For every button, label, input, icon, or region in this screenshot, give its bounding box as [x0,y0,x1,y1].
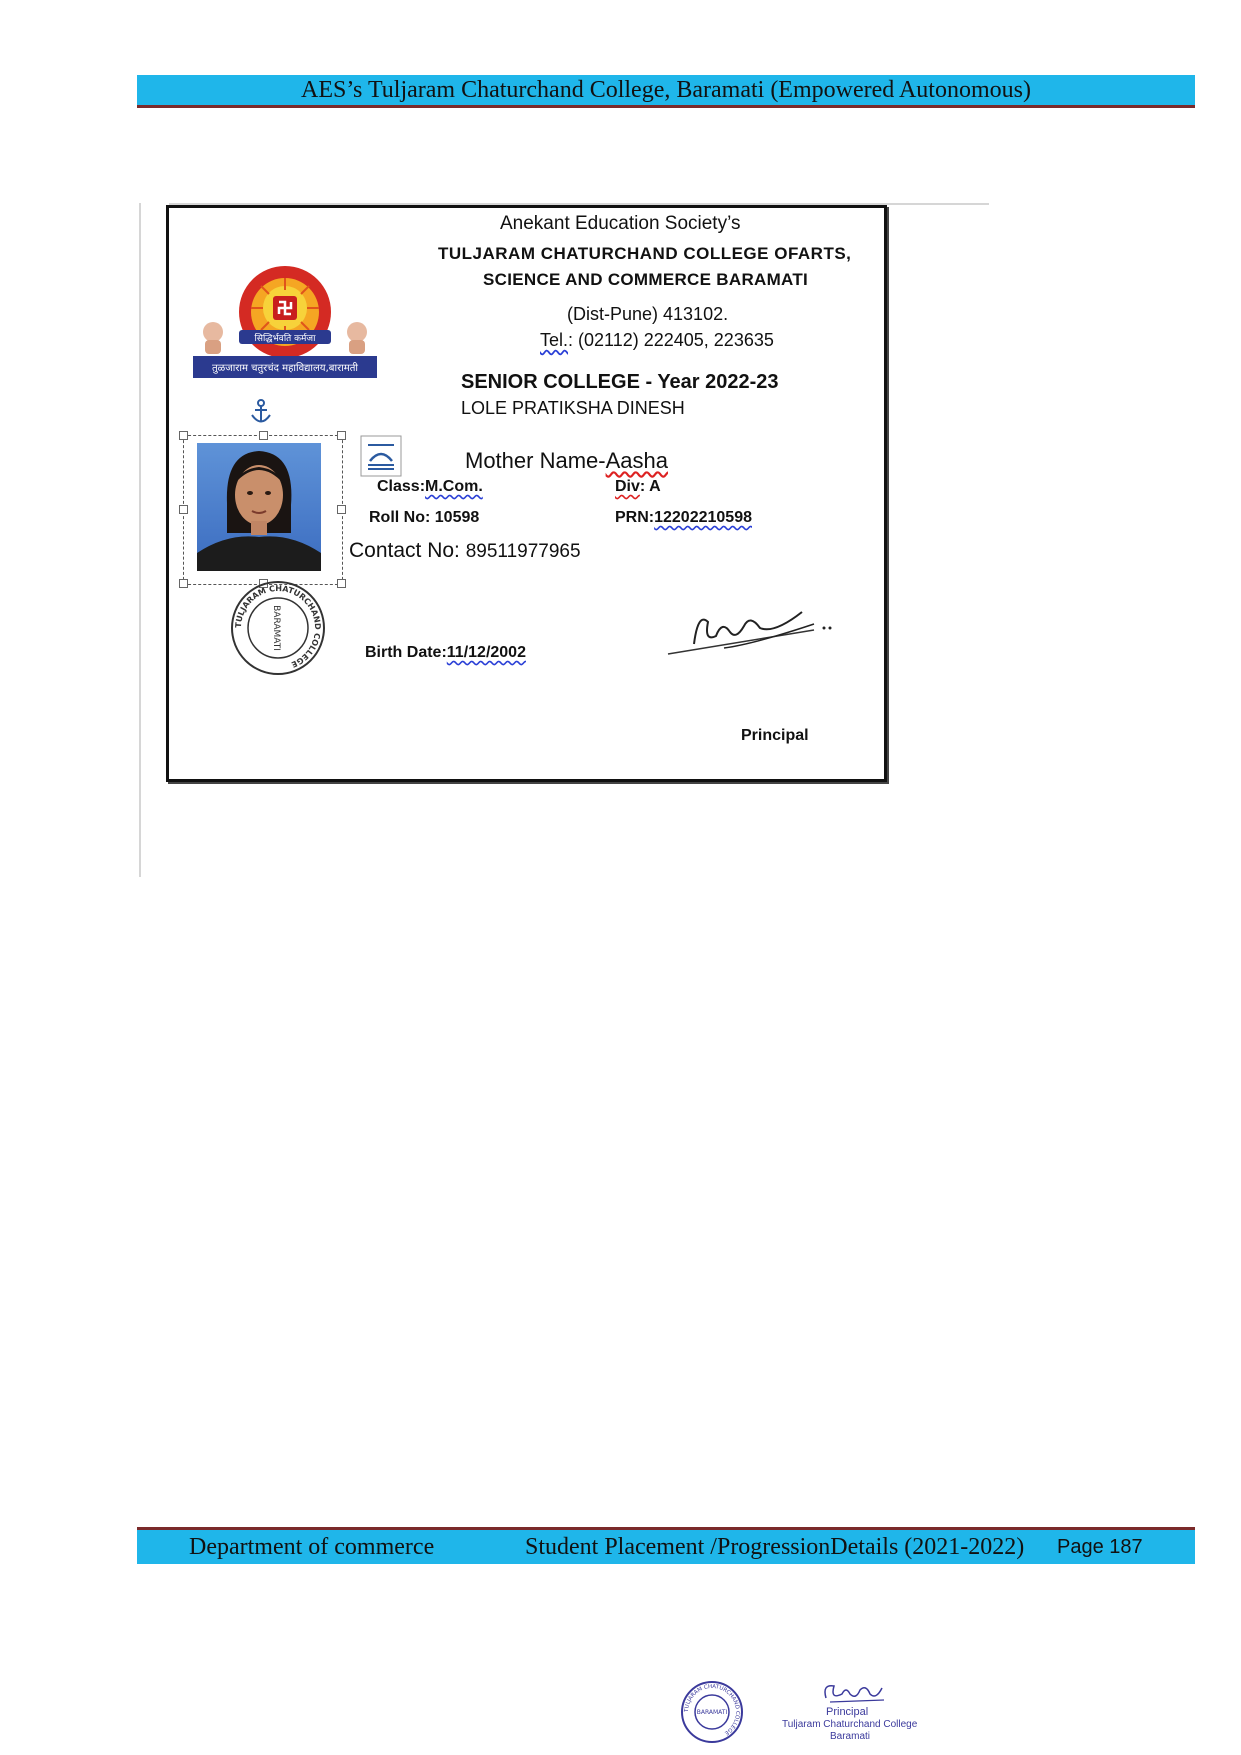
resize-handle[interactable] [337,505,346,514]
tel-label: Tel. [540,330,569,350]
footer-principal-seal [680,1680,950,1755]
layout-options-icon[interactable] [360,435,402,477]
class-value: M.Com. [425,478,483,495]
logo-banner-text: तुळजाराम चतुरचंद महाविद्यालय,बारामती [211,363,359,374]
contact-field [349,539,581,563]
footer-department: Department of commerce [189,1534,435,1560]
senior-college-year [461,371,779,394]
footer-principal-city: Baramati [830,1731,871,1742]
college-logo [193,260,377,378]
anchor-icon[interactable] [249,398,273,426]
birth-date-label: Birth Date: [365,644,447,661]
resize-handle[interactable] [179,505,188,514]
mother-name-value: Aasha [605,448,668,473]
portrait-image [197,443,321,571]
mother-name-label: Mother Name- [465,448,606,473]
college-name-line2: SCIENCE AND COMMERCE BARAMATI [483,270,809,289]
resize-handle[interactable] [259,431,268,440]
society-name: Anekant Education Society’s [500,213,741,234]
roll-field [369,509,479,527]
page-footer [137,1527,1195,1564]
college-stamp [227,580,329,676]
footer-principal-title: Principal [826,1706,869,1718]
senior-college-label: SENIOR COLLEGE - Year [461,371,700,393]
student-photo [197,443,321,571]
college-address: (Dist-Pune) 413102. [567,304,729,324]
logo-ribbon-text: सिद्धिर्भवति कर्मजा [254,334,316,344]
header-title: AES’s Tuljaram Chaturchand College, Baramati (Empowered Autonomous) [301,77,1031,103]
resize-handle[interactable] [337,579,346,588]
div-value: : A [639,478,661,495]
footer-college-seal [680,1680,744,1744]
logo-emblem [203,266,367,358]
college-name-line1: TULJARAM CHATURCHAND COLLEGE OFARTS, [438,244,852,263]
prn-value: 12202210598 [654,509,752,526]
footer-seal-ring-text: TULJARAM CHATURCHAND COLLEGE [683,1683,741,1736]
stamp-center-text: BARAMATI [271,605,281,651]
birth-date-value: 11/12/2002 [446,644,526,661]
canvas-left-edge [139,203,141,877]
footer-signature [820,1680,890,1706]
principal-signature [664,592,844,662]
academic-year: 2022-23 [705,371,779,393]
class-label: Class: [377,478,426,495]
footer-seal-center-text: BARAMATI [696,1709,728,1716]
birth-date-field [365,644,526,662]
resize-handle[interactable] [179,431,188,440]
stamp-ring-text: TULJARAM CHATURCHAND COLLEGE [233,583,323,670]
footer-principal-college: Tuljaram Chaturchand College [782,1719,918,1730]
tel-value: : (02112) 222405, 223635 [568,330,774,350]
college-telephone [540,330,774,351]
resize-handle[interactable] [179,579,188,588]
prn-label: PRN: [615,509,655,526]
page-header [137,75,1195,108]
prn-field [615,509,752,527]
div-field [615,478,661,496]
div-label: Div [615,478,640,495]
principal-title: Principal [741,727,809,744]
contact-label: Contact No: [349,539,460,562]
student-id-card [166,205,887,782]
page-number: Page 187 [1057,1536,1143,1558]
roll-label: Roll No: [369,509,431,526]
roll-value: 10598 [434,509,480,526]
contact-value: 89511977965 [465,541,581,562]
resize-handle[interactable] [337,431,346,440]
footer-section: Student Placement /ProgressionDetails (2021-2022) [525,1534,1025,1560]
class-field [377,478,483,496]
student-name: LOLE PRATIKSHA DINESH [461,398,685,418]
mother-name [465,448,668,474]
